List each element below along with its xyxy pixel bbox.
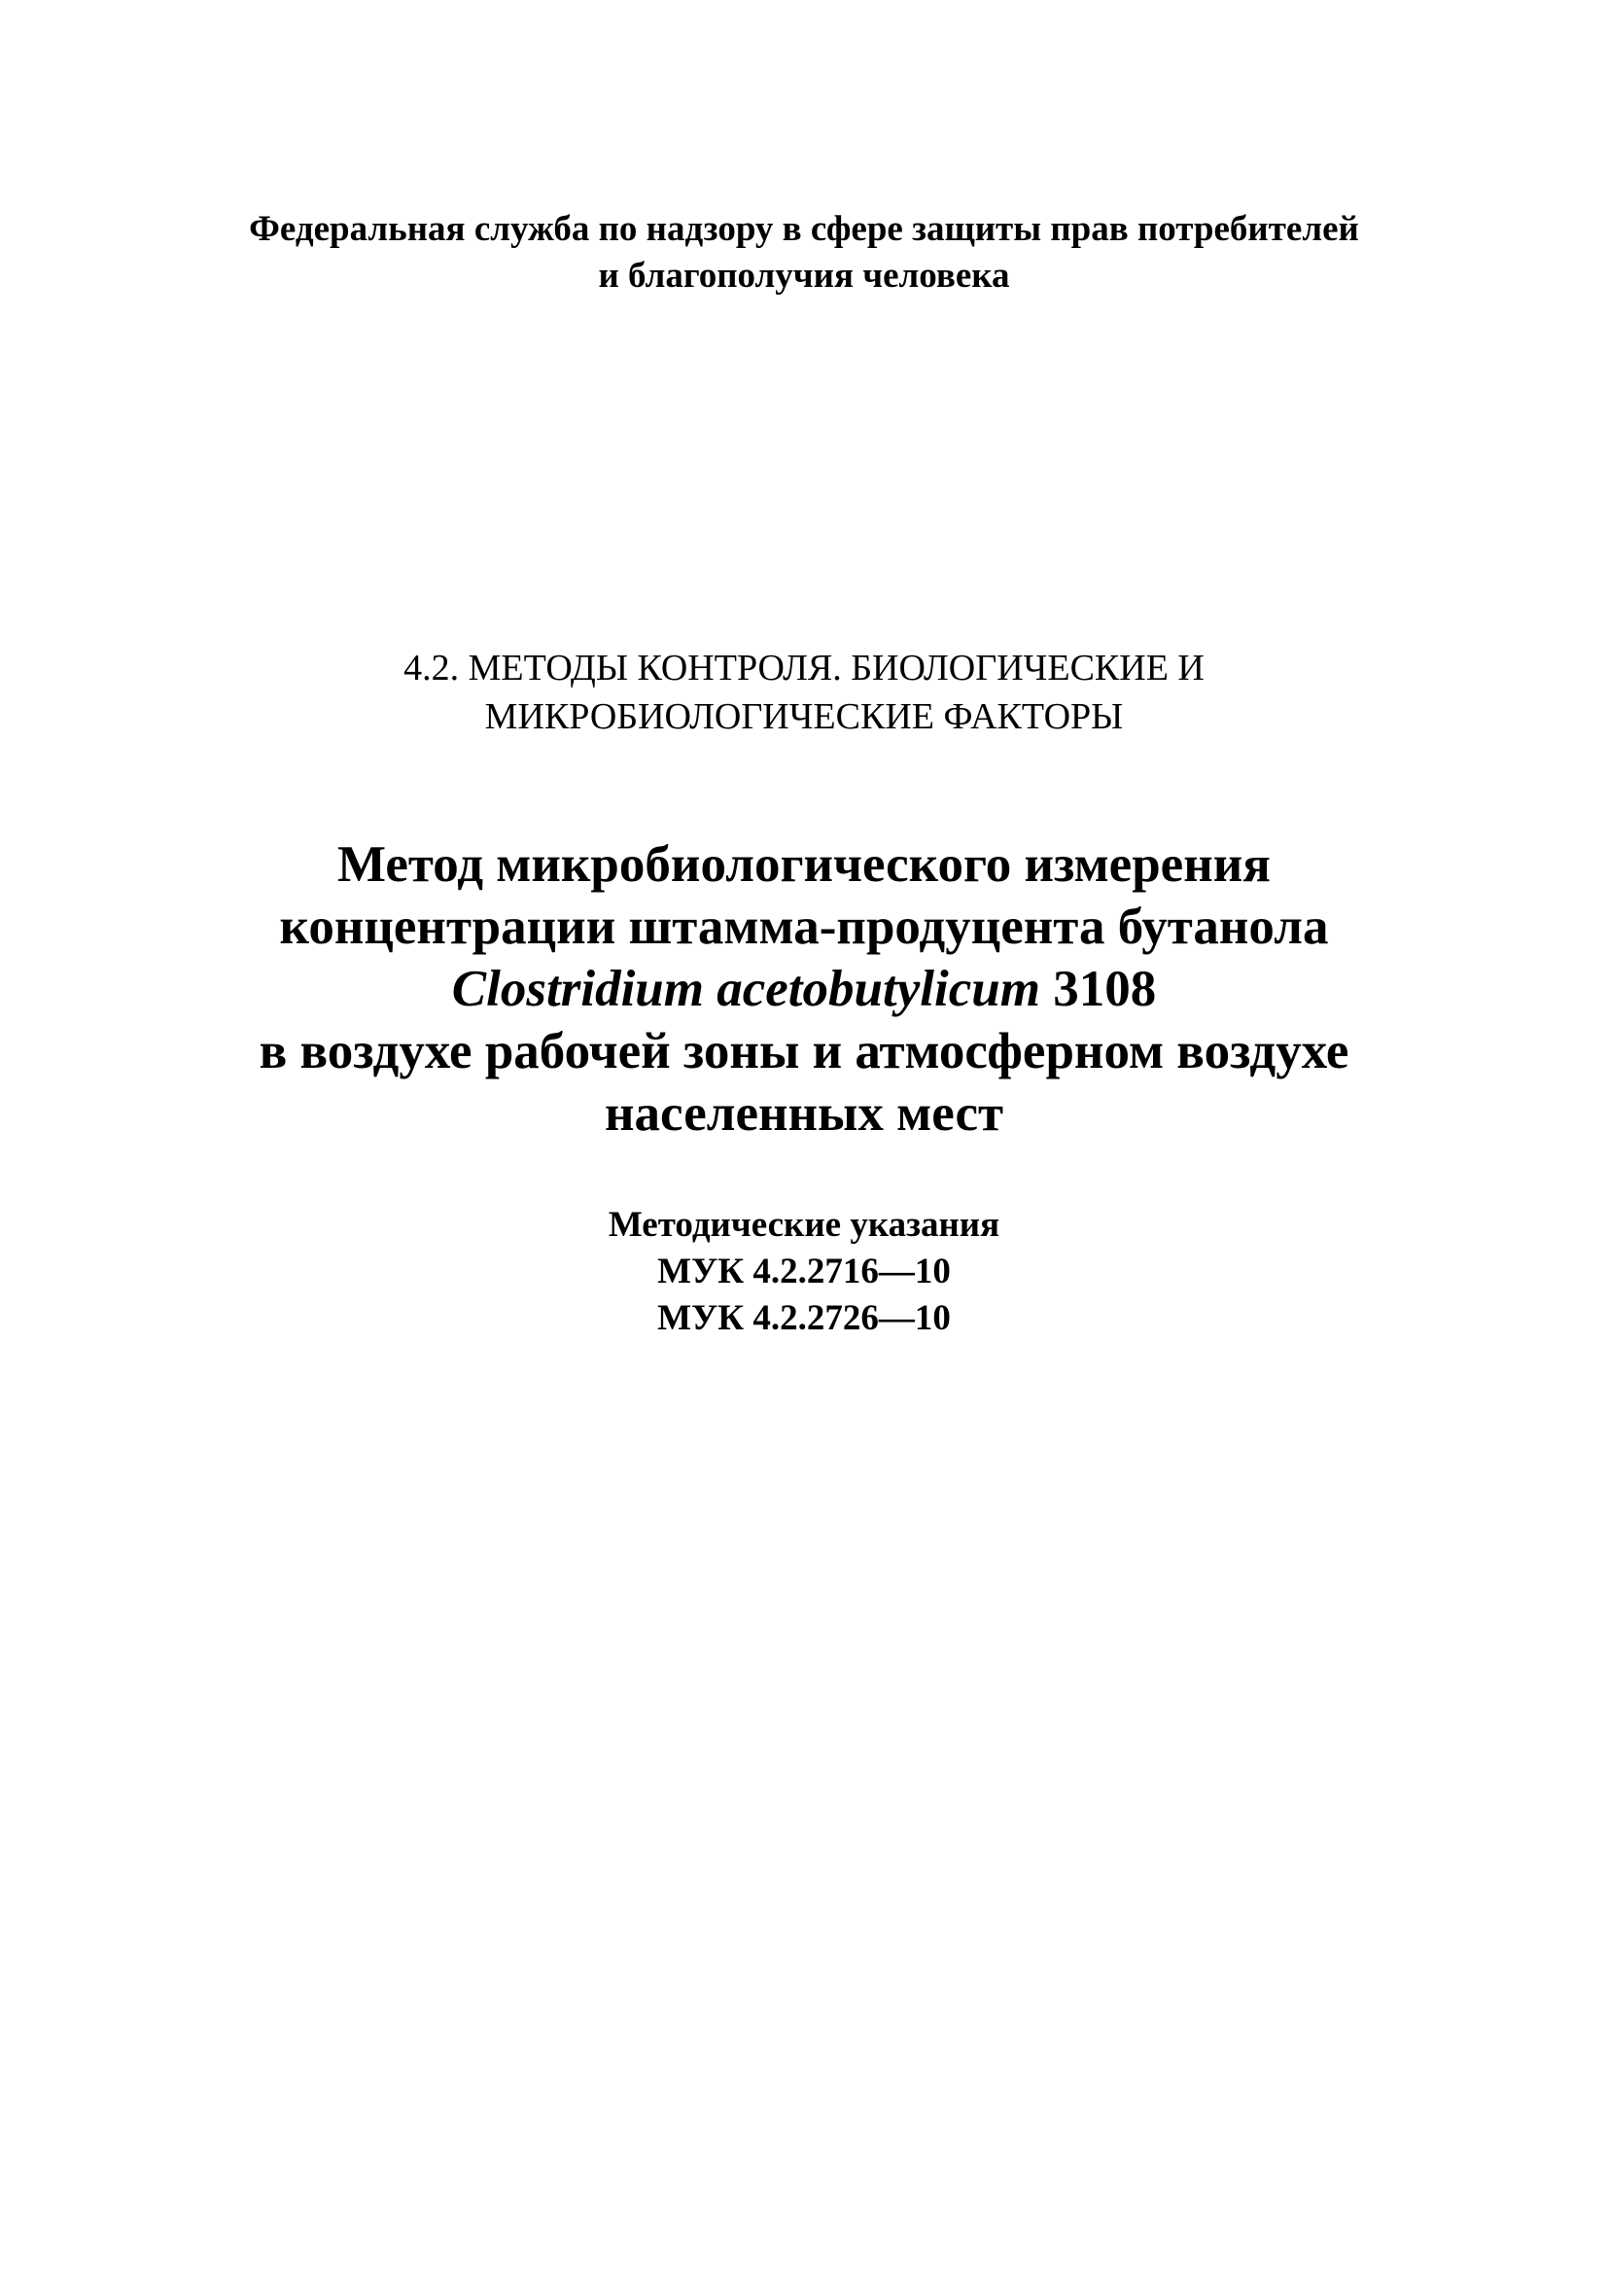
title-line-4: в воздухе рабочей зоны и атмосферном воздухе — [259, 1023, 1349, 1079]
series-line-1: 4.2. МЕТОДЫ КОНТРОЛЯ. БИОЛОГИЧЕСКИЕ И — [403, 648, 1205, 689]
title-line-5: населенных мест — [604, 1085, 1004, 1142]
series-heading — [0, 644, 1608, 741]
title-line-3 — [0, 958, 1608, 1020]
doc-code-1: МУК 4.2.2716—10 — [657, 1252, 951, 1291]
doc-code-2: МУК 4.2.2726—10 — [657, 1298, 951, 1338]
doc-type-label: Методические указания — [608, 1205, 1000, 1245]
strain-number: 3108 — [1053, 961, 1157, 1017]
title-line-2: концентрации штамма-продуцента бутанола — [279, 899, 1329, 955]
agency-line-2: и благополучия человека — [598, 256, 1010, 296]
species-name: Clostridium acetobutylicum — [451, 961, 1040, 1017]
title-line-1: Метод микробиологического измерения — [337, 836, 1271, 893]
agency-line-1: Федеральная служба по надзору в сфере защиты прав потребителей — [249, 209, 1359, 249]
document-title — [0, 833, 1608, 1145]
series-line-2: МИКРОБИОЛОГИЧЕСКИЕ ФАКТОРЫ — [484, 696, 1124, 737]
agency-header — [0, 206, 1608, 300]
document-type — [0, 1202, 1608, 1342]
